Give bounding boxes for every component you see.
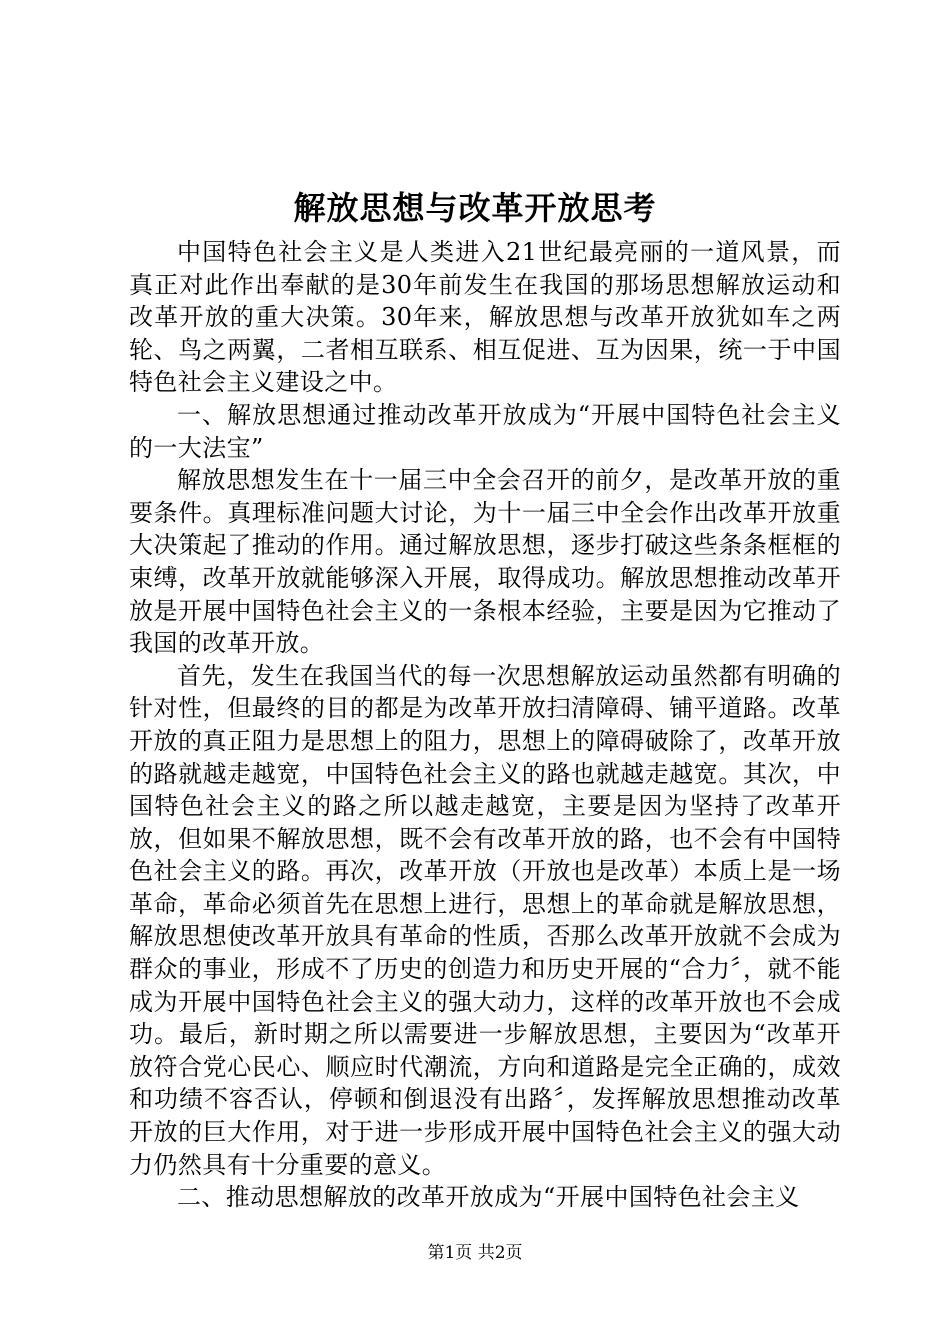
section-heading-2: 二、推动思想解放的改革开放成为“开展中国特色社会主义 (177, 1183, 800, 1212)
page-number-footer: 第1页 共2页 (427, 1243, 523, 1263)
paragraph-section-1-detail: 首先，发生在我国当代的每一次思想解放运动虽然都有明确的针对性，但最终的目的都是为改革开放扫清障碍、铺平道路。改革开放的真正阻力是思想上的阻力，思想上的障碍破除了，改革开放的路就越走越宽，中国特色社会主义的路也就越走越宽。其次，中国特色社会主义的路之所以越走越宽，主要是因为坚持了改革开放，但如果不解放思想，既不会有改革开放的路，也不会有中国特色社会主义的路。再次，改革开放（开放也是改革）本质上是一场革命，革命必须首先在思想上进行，思想上的革命就是解放思想，解放思想使改革开放具有革命的性质，否那么改革开放就不会成为群众的事业，形成不了历史的创造力和历史开展的“合力〞，就不能成为开展中国特色社会主义的强大动力，这样的改革开放也不会成功。最后，新时期之所以需要进一步解放思想，主要因为“改革开放符合党心民心、顺应时代潮流，方向和道路是完全正确的，成效和功绩不容否认，停顿和倒退没有出路〞，发挥解放思想推动改革开放的巨大作用，对于进一步形成开展中国特色社会主义的强大动力仍然具有十分重要的意义。 (129, 661, 841, 1179)
paragraph-section-1: 解放思想发生在十一届三中全会召开的前夕，是改革开放的重要条件。真理标准问题大讨论，为十一届三中全会作出改革开放重大决策起了推动的作用。通过解放思想，逐步打破这些条条框框的束缚，改革开放就能够深入开展，取得成功。解放思想推动改革开放是开展中国特色社会主义的一条根本经验，主要是因为它推动了我国的改革开放。 (129, 466, 841, 658)
paragraph-intro: 中国特色社会主义是人类进入21世纪最亮丽的一道风景，而真正对此作出奉献的是30年前发生在我国的那场思想解放运动和改革开放的重大决策。30年来，解放思想与改革开放犹如车之两轮、鸟之两翼，二者相互联系、相互促进、互为因果，统一于中国特色社会主义建设之中。 (129, 238, 841, 397)
section-heading-1: 一、解放思想通过推动改革开放成为“开展中国特色社会主义的一大法宝” (129, 400, 841, 462)
document-title: 解放思想与改革开放思考 (293, 189, 657, 227)
document-body (129, 236, 841, 1214)
